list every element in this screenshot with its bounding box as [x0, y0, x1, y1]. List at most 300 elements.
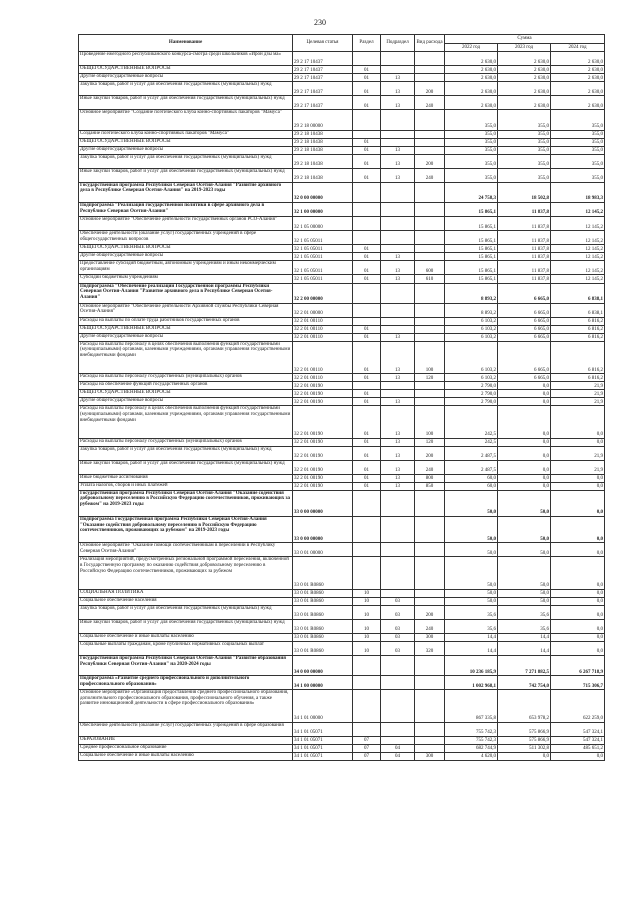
row-sum-2023: 50,0: [498, 517, 551, 543]
table-row: [79, 82, 605, 96]
row-section: [353, 722, 381, 736]
row-sum-2022: 50,0: [445, 597, 498, 605]
row-sum-2023: 0,0: [498, 406, 551, 438]
table-row: [79, 333, 605, 341]
row-subsection: [381, 543, 415, 557]
row-subsection: 13: [381, 398, 415, 406]
table-row: [79, 231, 605, 245]
row-sum-2024: 355,0: [551, 146, 605, 154]
row-expense-type: [415, 130, 445, 138]
row-expense-type: 240: [415, 460, 445, 474]
row-section: 01: [353, 325, 381, 333]
row-target-code: 34 0 00 00000: [293, 656, 353, 676]
row-sum-2023: 742 754,0: [498, 676, 551, 690]
table-header: [79, 35, 605, 52]
header-expense-type: Вид расхода: [415, 35, 445, 52]
row-target-code: 32 2 01 00190: [293, 406, 353, 438]
table-row: [79, 154, 605, 168]
table-row: [79, 736, 605, 744]
row-sum-2024: 12 145,2: [551, 275, 605, 283]
row-name: Другие общегосударственные вопросы: [79, 146, 293, 154]
row-expense-type: [415, 283, 445, 303]
row-target-code: 33 0 01 00000: [293, 543, 353, 557]
row-expense-type: [415, 744, 445, 752]
row-expense-type: [415, 202, 445, 216]
row-sum-2024: 485 651,2: [551, 744, 605, 752]
row-section: [353, 676, 381, 690]
row-name: Иные закупки товаров, работ и услуг для обеспечения государственных (муниципальных) нужд: [79, 460, 293, 474]
row-sum-2024: 2 630,0: [551, 74, 605, 82]
row-sum-2023: 6 665,0: [498, 333, 551, 341]
row-expense-type: 610: [415, 275, 445, 283]
row-sum-2022: 60,0: [445, 474, 498, 482]
row-section: 07: [353, 736, 381, 744]
row-sum-2022: 50,0: [445, 589, 498, 597]
row-subsection: 03: [381, 605, 415, 619]
row-sum-2024: 2 630,0: [551, 96, 605, 110]
row-name: Субсидии бюджетным учреждениям: [79, 275, 293, 283]
row-subsection: [381, 382, 415, 390]
row-target-code: 29 2 17 10437: [293, 66, 353, 74]
row-name: Подпрограмма «Развитие среднего профессионального и дополнительного профессионального образования»: [79, 676, 293, 690]
row-target-code: 34 1 01 05071: [293, 752, 353, 760]
row-sum-2024: 0,0: [551, 605, 605, 619]
table-row: [79, 110, 605, 130]
row-sum-2023: 355,0: [498, 168, 551, 182]
row-sum-2024: 0,0: [551, 490, 605, 516]
row-name: Обеспечение деятельности (оказание услуг) государственных учреждений в сфере общегосударственных вопросов: [79, 231, 293, 245]
row-expense-type: 850: [415, 482, 445, 490]
table-row: [79, 517, 605, 543]
row-subsection: [381, 231, 415, 245]
row-sum-2023: 2 630,0: [498, 96, 551, 110]
row-expense-type: 200: [415, 605, 445, 619]
row-name: Основное мероприятие "Создание поэтического клуба конно-спортивных пакаторов "Мамуса": [79, 110, 293, 130]
row-target-code: 32 2 00 00000: [293, 283, 353, 303]
row-subsection: [381, 217, 415, 231]
row-name: СОЦИАЛЬНАЯ ПОЛИТИКА: [79, 589, 293, 597]
row-subsection: 13: [381, 253, 415, 261]
row-sum-2022: 2 790,0: [445, 398, 498, 406]
row-section: [353, 217, 381, 231]
row-sum-2022: 15 865,1: [445, 202, 498, 216]
row-sum-2022: 15 865,1: [445, 231, 498, 245]
row-sum-2024: 21,9: [551, 446, 605, 460]
row-sum-2023: 2 630,0: [498, 74, 551, 82]
row-section: 07: [353, 744, 381, 752]
row-section: 01: [353, 146, 381, 154]
row-sum-2022: 35,6: [445, 605, 498, 619]
row-subsection: 03: [381, 633, 415, 641]
row-section: 01: [353, 406, 381, 438]
row-sum-2022: 2 630,0: [445, 96, 498, 110]
row-target-code: 29 2 17 10437: [293, 74, 353, 82]
row-section: [353, 543, 381, 557]
row-subsection: [381, 52, 415, 66]
row-expense-type: 300: [415, 752, 445, 760]
table-row: [79, 690, 605, 722]
row-target-code: 34 1 00 00000: [293, 676, 353, 690]
row-sum-2024: 18 983,3: [551, 182, 605, 202]
row-target-code: 29 2 17 10437: [293, 96, 353, 110]
row-name: Другие общегосударственные вопросы: [79, 333, 293, 341]
row-name: Государственная программа Республики Северная Осетия-Алания "Развитие образования Республики Северная Осетия-Алания" на 2020-2024 годы: [79, 656, 293, 676]
row-target-code: 32 2 01 00190: [293, 438, 353, 446]
row-target-code: 32 2 01 00110: [293, 325, 353, 333]
row-subsection: [381, 66, 415, 74]
row-sum-2022: 6 103,2: [445, 333, 498, 341]
row-expense-type: [415, 66, 445, 74]
row-sum-2023: 50,0: [498, 490, 551, 516]
row-subsection: 13: [381, 261, 415, 275]
row-sum-2024: 0,0: [551, 406, 605, 438]
row-target-code: 32 2 01 00190: [293, 398, 353, 406]
row-sum-2022: 15 865,1: [445, 217, 498, 231]
row-expense-type: 120: [415, 438, 445, 446]
table-row: [79, 722, 605, 736]
header-target: Целевая статья: [293, 35, 353, 52]
table-row: [79, 589, 605, 597]
row-name: Государственная программа Республики Северная Осетия-Алания "Оказание содействия добровольному переселению в Российскую Федерацию соотечественников, проживающих за рубежом" на 2019-2023 годы: [79, 490, 293, 516]
row-sum-2024: 355,0: [551, 138, 605, 146]
row-subsection: [381, 557, 415, 589]
row-subsection: 13: [381, 275, 415, 283]
table-row: [79, 202, 605, 216]
row-sum-2024: 12 145,2: [551, 261, 605, 275]
row-expense-type: 200: [415, 154, 445, 168]
row-expense-type: [415, 690, 445, 722]
row-sum-2022: 15 865,1: [445, 261, 498, 275]
row-expense-type: 100: [415, 406, 445, 438]
row-section: 01: [353, 138, 381, 146]
table-row: [79, 52, 605, 66]
row-expense-type: [415, 398, 445, 406]
table-row: [79, 605, 605, 619]
row-subsection: 13: [381, 446, 415, 460]
row-expense-type: [415, 490, 445, 516]
row-expense-type: 200: [415, 446, 445, 460]
table-row: [79, 253, 605, 261]
row-expense-type: [415, 325, 445, 333]
row-expense-type: [415, 676, 445, 690]
row-name: Другие общегосударственные вопросы: [79, 253, 293, 261]
table-row: [79, 474, 605, 482]
row-sum-2023: 50,0: [498, 589, 551, 597]
header-year-2022: 2022 год: [445, 44, 498, 52]
row-sum-2023: 6 665,0: [498, 283, 551, 303]
row-subsection: [381, 130, 415, 138]
row-expense-type: [415, 589, 445, 597]
row-subsection: [381, 656, 415, 676]
row-subsection: [381, 317, 415, 325]
row-target-code: 32 0 00 00000: [293, 182, 353, 202]
row-name: Иные закупки товаров, работ и услуг для обеспечения государственных (муниципальных) нужд: [79, 619, 293, 633]
row-section: 10: [353, 589, 381, 597]
row-sum-2023: 0,0: [498, 390, 551, 398]
row-section: 01: [353, 374, 381, 382]
row-section: [353, 110, 381, 130]
row-section: [353, 557, 381, 589]
row-target-code: 34 1 01 05071: [293, 744, 353, 752]
row-target-code: 32 2 01 00190: [293, 482, 353, 490]
row-name: ОБЩЕГОСУДАРСТВЕННЫЕ ВОПРОСЫ: [79, 66, 293, 74]
row-sum-2022: 355,0: [445, 138, 498, 146]
row-section: 07: [353, 752, 381, 760]
row-subsection: [381, 390, 415, 398]
row-name: Подпрограмма "Реализация государственной политики в сфере архивного дела в Республике Северная Осетия-Алания": [79, 202, 293, 216]
row-sum-2024: 2 630,0: [551, 52, 605, 66]
table-row: [79, 138, 605, 146]
row-target-code: 29 2 18 10438: [293, 130, 353, 138]
table-row: [79, 597, 605, 605]
row-name: Социальное обеспечение и иные выплаты населению: [79, 752, 293, 760]
row-target-code: 32 1 05 00000: [293, 217, 353, 231]
row-name: Закупка товаров, работ и услуг для обеспечения государственных (муниципальных) нужд: [79, 154, 293, 168]
row-expense-type: [415, 182, 445, 202]
row-subsection: [381, 138, 415, 146]
row-name: Проведение ежегодного республиканского конкурса-смотра среди школьников «Ирон дзы ма»: [79, 52, 293, 66]
row-subsection: 13: [381, 146, 415, 154]
row-name: Закупка товаров, работ и услуг для обеспечения государственных (муниципальных) нужд: [79, 446, 293, 460]
row-sum-2024: 21,9: [551, 398, 605, 406]
table-row: [79, 744, 605, 752]
row-name: Иные закупки товаров, работ и услуг для обеспечения государственных (муниципальных) нужд: [79, 168, 293, 182]
row-target-code: 32 2 01 00190: [293, 390, 353, 398]
row-sum-2024: 0,0: [551, 633, 605, 641]
table-row: [79, 406, 605, 438]
row-expense-type: [415, 317, 445, 325]
row-expense-type: [415, 74, 445, 82]
row-sum-2022: 355,0: [445, 154, 498, 168]
row-section: 01: [353, 482, 381, 490]
row-sum-2022: 355,0: [445, 110, 498, 130]
row-sum-2022: 14,4: [445, 641, 498, 655]
row-name: Расходы на обеспечение функций государственных органов: [79, 382, 293, 390]
row-section: 01: [353, 74, 381, 82]
row-name: Закупка товаров, работ и услуг для обеспечения государственных (муниципальных) нужд: [79, 82, 293, 96]
row-sum-2022: 6 103,2: [445, 325, 498, 333]
row-section: 01: [353, 446, 381, 460]
row-target-code: 33 0 00 00000: [293, 517, 353, 543]
row-sum-2022: 2 487,5: [445, 460, 498, 474]
row-name: Предоставление субсидий бюджетным, автономным учреждениям и иным некоммерческим организациям: [79, 261, 293, 275]
row-subsection: 03: [381, 619, 415, 633]
row-sum-2024: 0,0: [551, 557, 605, 589]
row-sum-2023: 0,0: [498, 460, 551, 474]
row-name: Расходы на выплаты персоналу государственных (муниципальных) органов: [79, 374, 293, 382]
row-sum-2024: 6 838,1: [551, 283, 605, 303]
row-sum-2023: 11 837,8: [498, 231, 551, 245]
table-row: [79, 245, 605, 253]
row-expense-type: 600: [415, 261, 445, 275]
row-name: Создание поэтического клуба конно-спортивных пакаторов "Мамуса": [79, 130, 293, 138]
row-sum-2023: 2 630,0: [498, 52, 551, 66]
row-sum-2024: 6 816,2: [551, 341, 605, 373]
row-sum-2023: 355,0: [498, 154, 551, 168]
row-sum-2022: 10 236 185,9: [445, 656, 498, 676]
row-subsection: 13: [381, 341, 415, 373]
row-target-code: 29 2 17 10437: [293, 52, 353, 66]
row-expense-type: 200: [415, 82, 445, 96]
row-sum-2023: 355,0: [498, 110, 551, 130]
row-sum-2022: 2 790,0: [445, 390, 498, 398]
row-expense-type: [415, 656, 445, 676]
row-target-code: 29 2 17 10437: [293, 82, 353, 96]
row-sum-2024: 622 259,0: [551, 690, 605, 722]
row-target-code: 32 1 05 05011: [293, 275, 353, 283]
row-subsection: [381, 736, 415, 744]
row-sum-2023: 0,0: [498, 752, 551, 760]
row-sum-2022: 14,4: [445, 633, 498, 641]
row-sum-2024: 715 306,7: [551, 676, 605, 690]
header-year-2023: 2023 год: [498, 44, 551, 52]
row-section: 01: [353, 154, 381, 168]
row-sum-2024: 0,0: [551, 641, 605, 655]
table-row: [79, 182, 605, 202]
row-subsection: [381, 245, 415, 253]
row-subsection: [381, 722, 415, 736]
row-section: 01: [353, 245, 381, 253]
row-name: Основное мероприятие "Обеспечение деятельности государственных органов РСО-Алания": [79, 217, 293, 231]
row-name: Основное мероприятие «Организация предоставления среднего профессионального образования, дополнительного профессионального образования, профессионального обучения, а также развитие инновационной деятельности в сфере профессионального образования»: [79, 690, 293, 722]
row-sum-2022: 50,0: [445, 543, 498, 557]
table-row: [79, 66, 605, 74]
row-sum-2022: 682 744,9: [445, 744, 498, 752]
row-sum-2022: 2 790,0: [445, 382, 498, 390]
row-target-code: 29 2 18 10438: [293, 146, 353, 154]
row-subsection: 03: [381, 641, 415, 655]
row-name: Среднее профессиональное образование: [79, 744, 293, 752]
table-row: [79, 261, 605, 275]
row-name: ОБРАЗОВАНИЕ: [79, 736, 293, 744]
row-target-code: 33 0 00 00000: [293, 490, 353, 516]
row-subsection: 13: [381, 374, 415, 382]
table-row: [79, 490, 605, 516]
row-subsection: [381, 182, 415, 202]
row-sum-2023: 575 866,9: [498, 722, 551, 736]
row-expense-type: 240: [415, 96, 445, 110]
row-sum-2024: 0,0: [551, 589, 605, 597]
row-subsection: 04: [381, 744, 415, 752]
row-sum-2023: 0,0: [498, 446, 551, 460]
row-sum-2022: 867 335,8: [445, 690, 498, 722]
row-sum-2022: 2 630,0: [445, 82, 498, 96]
row-section: 01: [353, 438, 381, 446]
row-sum-2023: 6 665,0: [498, 341, 551, 373]
row-sum-2024: 0,0: [551, 543, 605, 557]
row-expense-type: 240: [415, 619, 445, 633]
row-sum-2023: 6 665,0: [498, 325, 551, 333]
row-subsection: [381, 517, 415, 543]
table-row: [79, 460, 605, 474]
row-sum-2024: 547 324,1: [551, 722, 605, 736]
row-sum-2022: 8 893,2: [445, 303, 498, 317]
table-row: [79, 619, 605, 633]
row-sum-2023: 0,0: [498, 438, 551, 446]
row-sum-2023: 35,6: [498, 605, 551, 619]
row-target-code: 32 2 01 00110: [293, 333, 353, 341]
row-sum-2024: 0,0: [551, 474, 605, 482]
row-target-code: 29 2 18 00000: [293, 110, 353, 130]
row-sum-2022: 2 630,0: [445, 74, 498, 82]
table-row: [79, 275, 605, 283]
row-subsection: [381, 110, 415, 130]
row-subsection: 13: [381, 438, 415, 446]
row-section: [353, 182, 381, 202]
row-name: Реализация мероприятий, предусмотренных региональной программой переселения, включенной в Государственную программу по оказанию содействия добровольному переселению в Российскую Федерацию соотечественников, проживающих за рубежом: [79, 557, 293, 589]
row-sum-2022: 50,0: [445, 557, 498, 589]
row-target-code: 34 1 01 05071: [293, 736, 353, 744]
row-target-code: 32 2 01 00190: [293, 460, 353, 474]
row-sum-2023: 653 978,2: [498, 690, 551, 722]
row-sum-2022: 6 103,2: [445, 374, 498, 382]
row-section: 10: [353, 597, 381, 605]
row-section: [353, 490, 381, 516]
row-expense-type: 320: [415, 641, 445, 655]
row-sum-2024: 21,9: [551, 460, 605, 474]
row-section: [353, 52, 381, 66]
row-section: 10: [353, 633, 381, 641]
table-row: [79, 398, 605, 406]
row-sum-2024: 0,0: [551, 619, 605, 633]
row-sum-2024: 2 630,0: [551, 66, 605, 74]
table-row: [79, 74, 605, 82]
table-row: [79, 438, 605, 446]
row-name: ОБЩЕГОСУДАРСТВЕННЫЕ ВОПРОСЫ: [79, 138, 293, 146]
row-section: 01: [353, 66, 381, 74]
row-target-code: 29 2 18 10438: [293, 138, 353, 146]
row-subsection: [381, 325, 415, 333]
row-target-code: 33 0 01 R0860: [293, 633, 353, 641]
row-expense-type: [415, 110, 445, 130]
row-target-code: 32 1 00 00000: [293, 202, 353, 216]
row-sum-2022: 242,5: [445, 438, 498, 446]
row-subsection: 13: [381, 96, 415, 110]
table-row: [79, 390, 605, 398]
row-sum-2024: 2 630,0: [551, 82, 605, 96]
row-sum-2024: 355,0: [551, 130, 605, 138]
table-row: [79, 633, 605, 641]
row-sum-2024: 12 145,2: [551, 253, 605, 261]
row-section: 01: [353, 168, 381, 182]
row-section: 10: [353, 641, 381, 655]
row-name: Расходы на выплаты персоналу в целях обеспечения выполнения функций государственными (муниципальными) органами, казенными учреждениями, органами управления государственными внебюджетными фондами: [79, 341, 293, 373]
row-section: [353, 517, 381, 543]
row-section: [353, 231, 381, 245]
row-expense-type: 800: [415, 474, 445, 482]
row-sum-2023: 2 630,0: [498, 66, 551, 74]
row-sum-2023: 6 665,0: [498, 317, 551, 325]
row-target-code: 32 2 01 00190: [293, 382, 353, 390]
table-row: [79, 543, 605, 557]
row-section: 01: [353, 82, 381, 96]
row-section: [353, 202, 381, 216]
row-expense-type: [415, 517, 445, 543]
row-sum-2024: 6 816,2: [551, 317, 605, 325]
row-target-code: 33 0 01 R0860: [293, 605, 353, 619]
row-sum-2023: 11 837,8: [498, 261, 551, 275]
row-sum-2023: 50,0: [498, 557, 551, 589]
row-subsection: 13: [381, 82, 415, 96]
row-name: ОБЩЕГОСУДАРСТВЕННЫЕ ВОПРОСЫ: [79, 390, 293, 398]
row-expense-type: [415, 146, 445, 154]
table-row: [79, 752, 605, 760]
row-sum-2022: 355,0: [445, 130, 498, 138]
row-subsection: 13: [381, 74, 415, 82]
page-number: 230: [314, 18, 326, 27]
row-target-code: 32 1 05 05011: [293, 231, 353, 245]
row-sum-2023: 14,4: [498, 641, 551, 655]
